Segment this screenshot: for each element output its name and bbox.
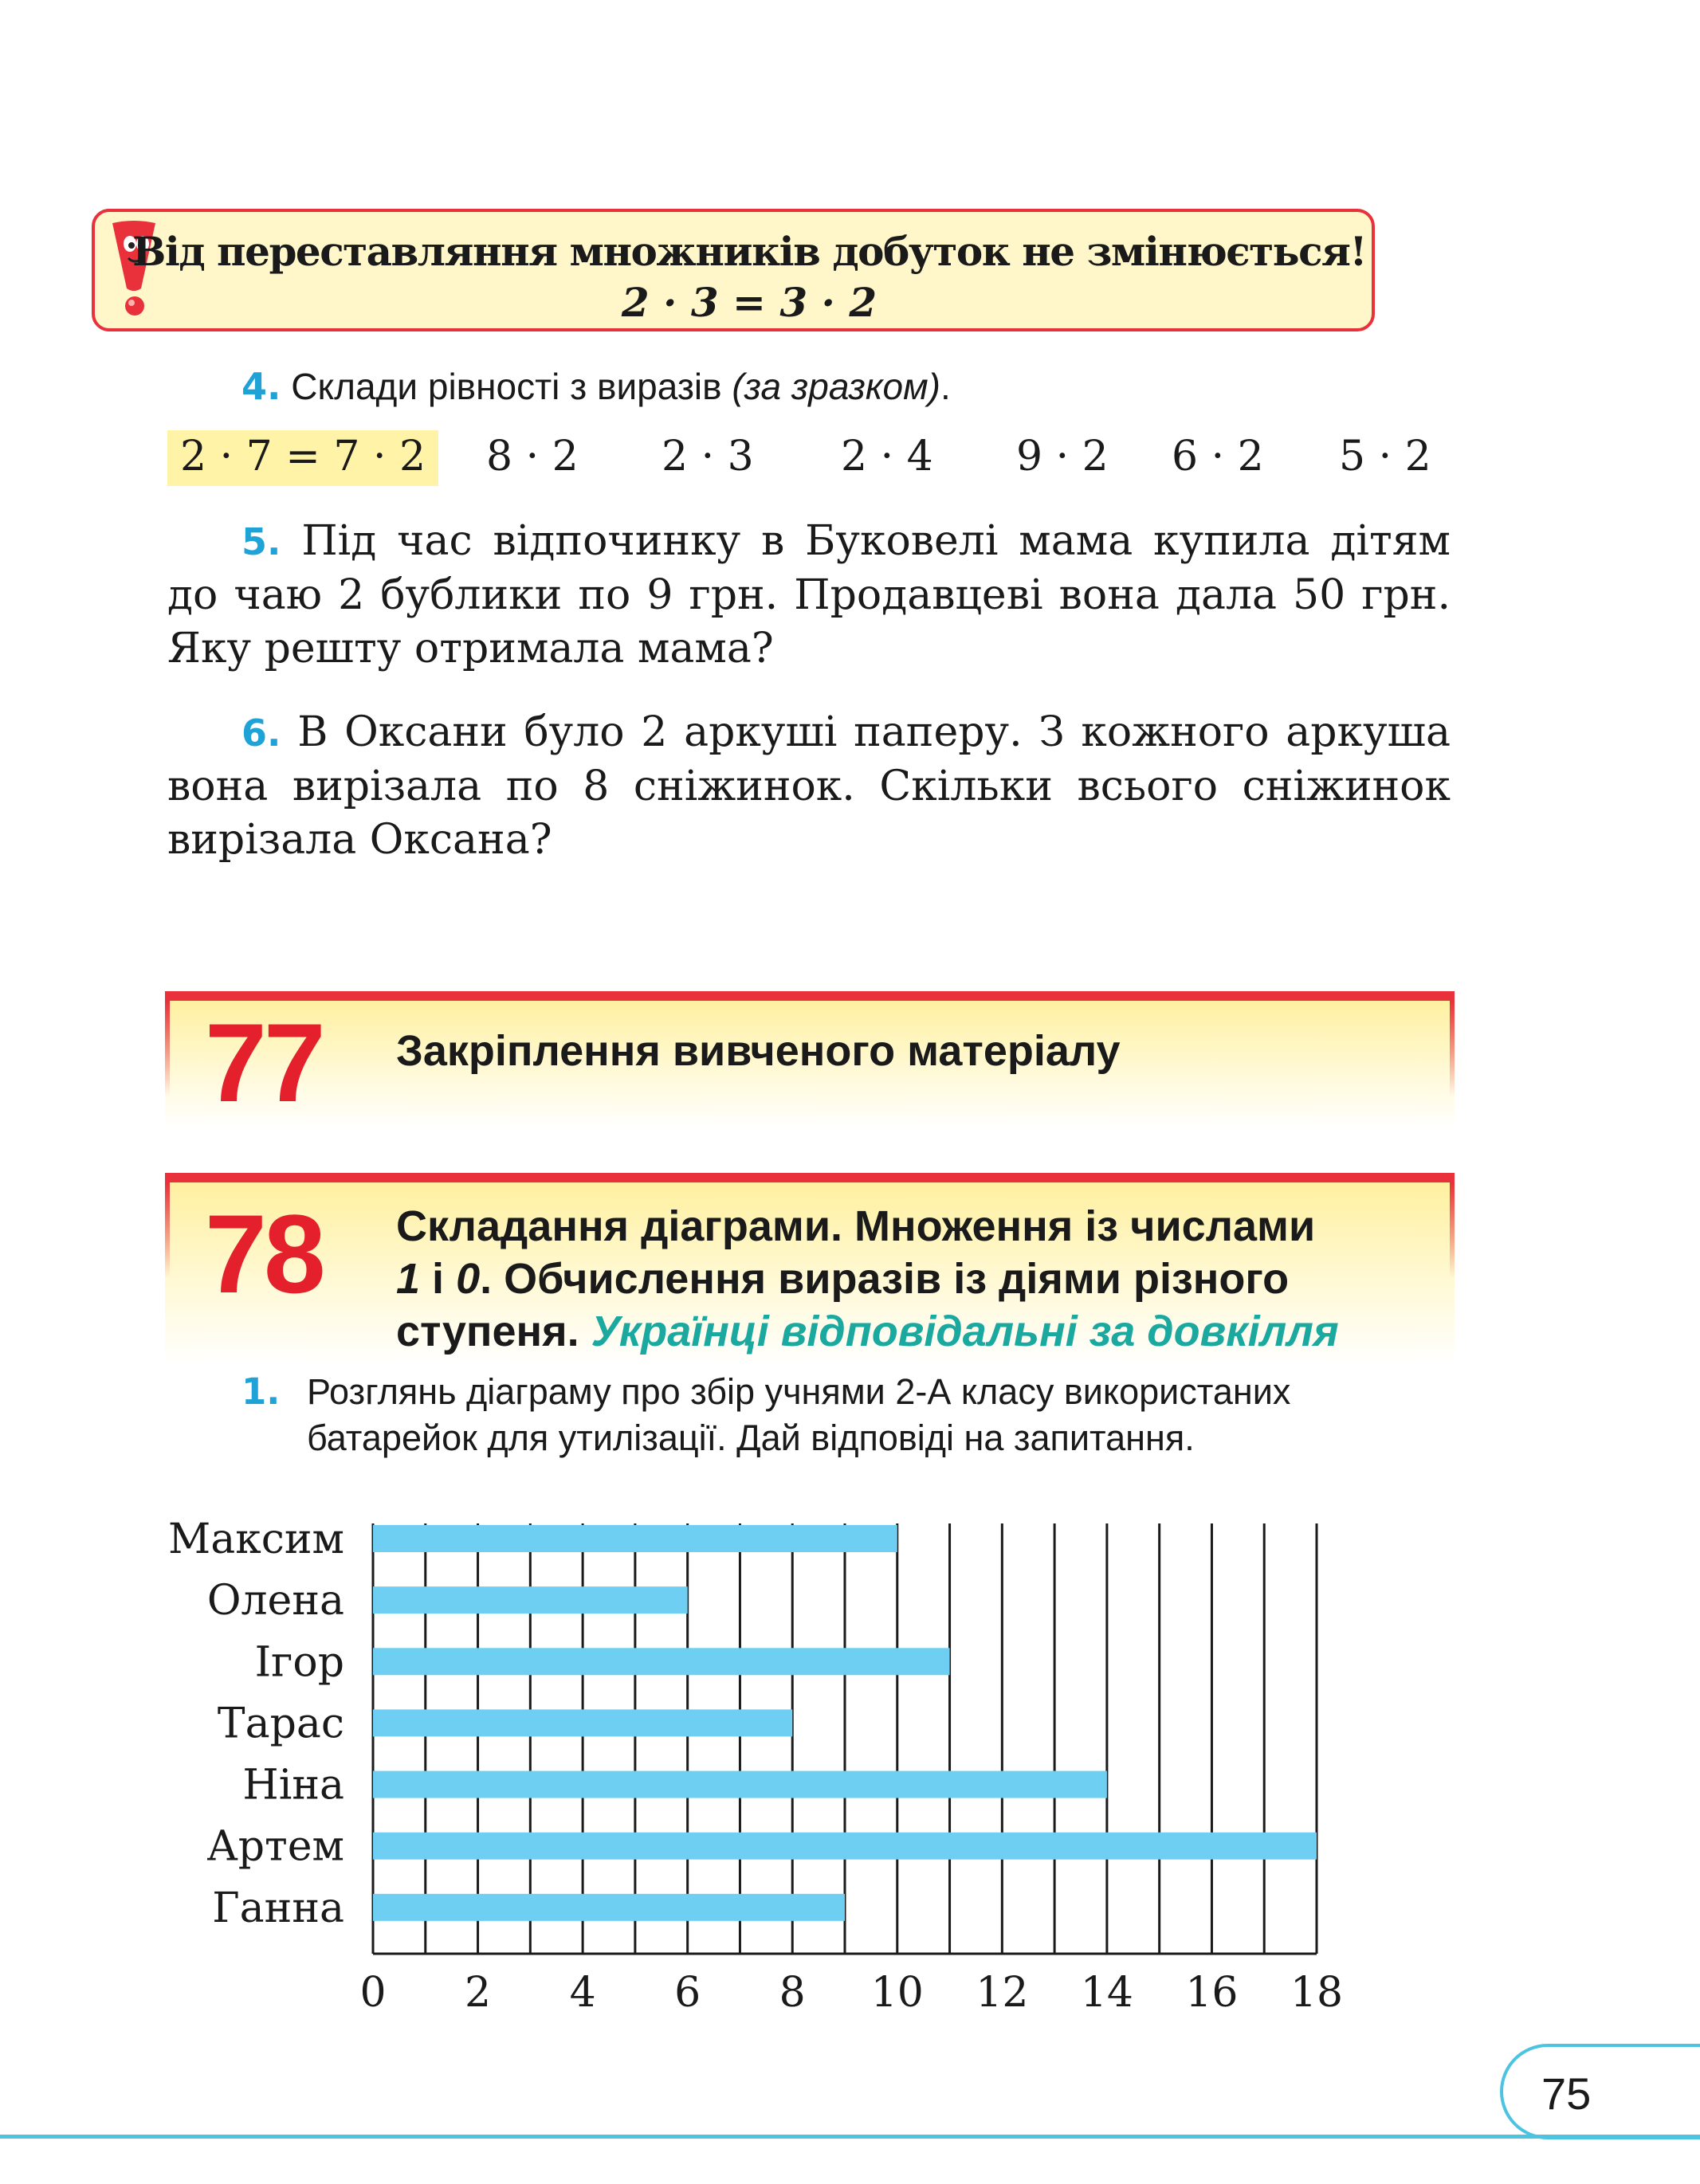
bar [373,1894,845,1921]
task-hint: (за зразком) [732,366,940,407]
task-number: 1. [241,1370,281,1413]
bar [373,1525,897,1552]
tick-label: 0 [359,1969,387,2017]
category-label: Ніна [242,1761,344,1810]
category-label: Ганна [212,1884,344,1932]
task-text: Під час відпочинку в Буковелі мама купила дітям до чаю 2 бублики по 9 грн. Продавцеві вона дала 50 грн. Яку решту отримала мама? [167,517,1451,672]
bar [373,1648,950,1675]
lesson-title-part: . Обчислення виразів із діями різного [480,1255,1290,1303]
expression: 6 · 2 [1172,433,1264,480]
expression: 9 · 2 [1016,433,1109,480]
lesson-number: 77 [205,1000,323,1125]
expression: 5 · 2 [1339,433,1431,480]
lesson-title-part: 0 [456,1255,481,1303]
sample-equation: 2 · 7 = 7 · 2 [167,430,438,486]
rule-text: Від переставляння множників добуток не змінюється! [132,228,1366,275]
bar [373,1586,688,1613]
bar [373,1771,1107,1798]
tick-label: 4 [569,1969,596,2017]
task-text: Склади рівності з виразів [291,366,722,407]
tick-label: 6 [674,1969,701,2017]
tick-label: 2 [465,1969,492,2017]
task-text-line: Розглянь діаграму про збір учнями 2-А класу використаних [307,1371,1291,1412]
lesson-title-part: 1 [396,1255,421,1303]
bottom-divider [0,2135,1700,2139]
category-label: Ігор [254,1638,344,1687]
lesson-title-line: Складання діаграми. Множення із числами [396,1202,1316,1250]
task-text: В Оксани було 2 аркуші паперу. З кожного аркуша вона вирізала по 8 сніжинок. Скільки всього сніжинок вирізала Оксана? [167,708,1451,864]
category-label: Артем [206,1822,344,1871]
lesson-title-part: ступеня. [396,1308,579,1355]
task-number: 6. [241,712,281,755]
category-label: Максим [168,1515,344,1563]
lesson-number: 78 [205,1191,323,1316]
rule-formula: 2 · 3 = 3 · 2 [621,279,877,326]
tick-label: 8 [779,1969,806,2017]
expression: 2 · 3 [662,433,754,480]
category-label: Олена [206,1577,344,1625]
tick-label: 18 [1290,1969,1344,2017]
lesson-title: Закріплення вивченого матеріалу [396,1027,1121,1075]
page-number: 75 [1541,2068,1592,2119]
tick-label: 14 [1080,1969,1133,2017]
expression: 8 · 2 [486,433,579,480]
tick-label: 10 [870,1969,924,2017]
task-number: 4. [241,365,281,408]
page-number-tab [1500,2044,1700,2139]
bar [373,1709,792,1736]
category-label: Тарас [217,1700,344,1748]
lesson-title-part: і [420,1255,457,1303]
task-end: . [940,366,951,407]
task-text-line: батарейок для утилізації. Дай відповіді на запитання. [307,1417,1195,1458]
tick-label: 16 [1185,1969,1239,2017]
expression: 2 · 4 [841,433,933,480]
tick-label: 12 [976,1969,1029,2017]
bar [373,1833,1317,1860]
lesson-subtitle-teal: Українці відповідальні за довкілля [591,1308,1339,1355]
task-number: 5. [241,520,281,563]
